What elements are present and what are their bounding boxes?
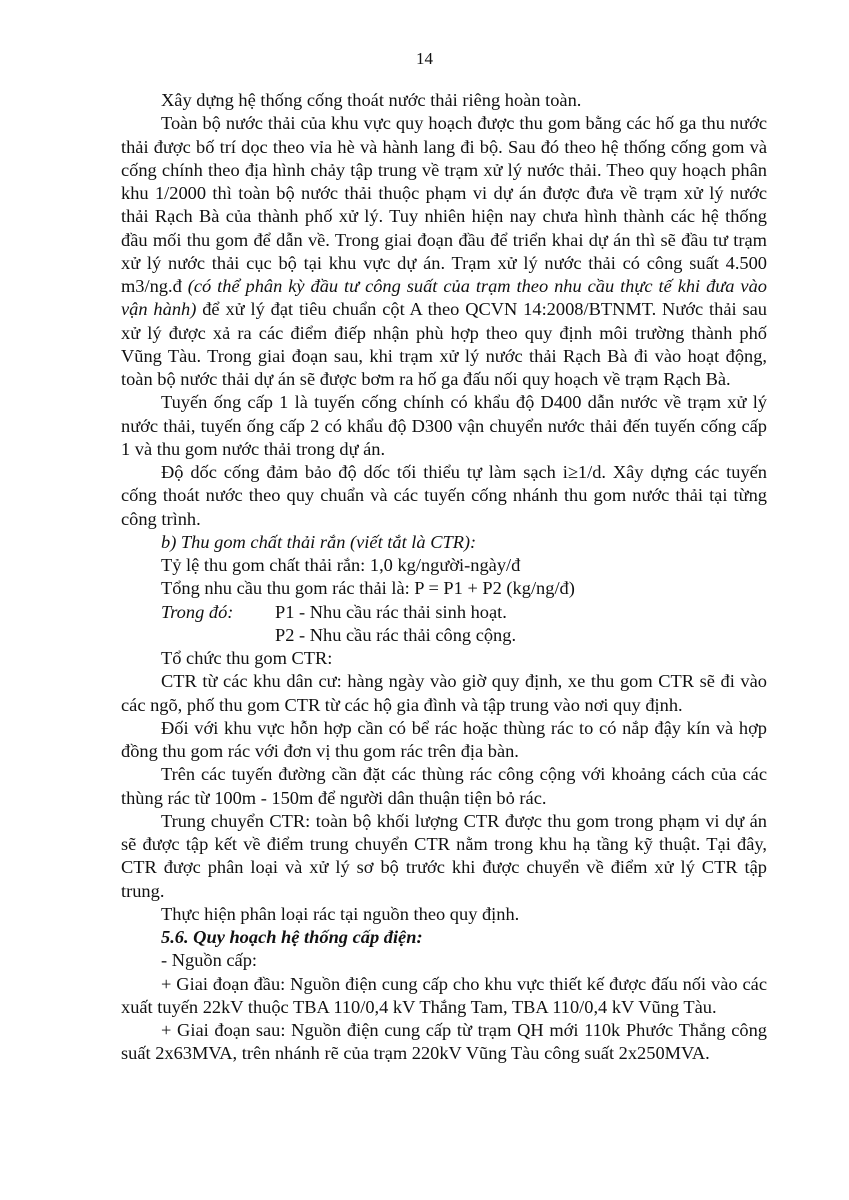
definition-label-empty <box>121 624 275 647</box>
document-body <box>121 89 767 1066</box>
paragraph: Tổng nhu cầu thu gom rác thải là: P = P1 + P2 (kg/ng/đ) <box>161 578 575 599</box>
paragraph-italic-note: (có thể phân kỳ đầu tư công suất của trạm theo nhu cầu thực tế khi đưa vào vận hành) <box>121 276 767 320</box>
definition-row <box>121 601 767 624</box>
paragraph: Tuyến ống cấp 1 là tuyến cống chính có khẩu độ D400 dẫn nước về trạm xử lý nước thải, tuyến ống cấp 2 có khẩu độ D300 vận chuyển nước thải đến tuyến cống cấp 1 và thu gom nước thải trong dự án. <box>121 392 767 459</box>
definition-value: P2 - Nhu cầu rác thải công cộng. <box>275 624 517 645</box>
section-heading: 5.6. Quy hoạch hệ thống cấp điện: <box>161 927 423 947</box>
paragraph: Thực hiện phân loại rác tại nguồn theo quy định. <box>161 903 520 924</box>
paragraph: Tổ chức thu gom CTR: <box>161 648 333 668</box>
paragraph: Xây dựng hệ thống cống thoát nước thải riêng hoàn toàn. <box>161 90 582 110</box>
paragraph-text: để xử lý đạt tiêu chuẩn cột A theo QCVN 14:2008/BTNMT. Nước thải sau xử lý được xả ra các điểm điếp nhận phù hợp theo quy định môi trường thành phố Vũng Tàu. Trong giai đoạn sau, khi trạm xử lý nước thải Rạch Bà đi vào hoạt động, toàn bộ nước thải dự án sẽ được bơm ra hố ga đấu nối quy hoạch về trạm Rạch Bà. <box>121 299 768 389</box>
paragraph-text: Toàn bộ nước thải của khu vực quy hoạch được thu gom bằng các hố ga thu nước thải được bố trí dọc theo vỉa hè và hành lang đi bộ. Sau đó theo hệ thống cống gom và cống chính theo địa hình chảy tập trung về trạm xử lý nước thải. Theo quy hoạch phân khu 1/2000 thì toàn bộ nước thải thuộc phạm vi dự án được đưa về trạm xử lý nước thải Rạch Bà của thành phố xử lý. Tuy nhiên hiện nay chưa hình thành các hệ thống đầu mối thu gom để dẫn về. Trong giai đoạn đầu để triển khai dự án thì sẽ đầu tư trạm xử lý nước thải cục bộ tại khu vực dự án. Trạm xử lý nước thải có công suất 4.500 m3/ng.đ <box>121 113 767 296</box>
paragraph-wastewater-collection <box>121 112 767 391</box>
page-number: 14 <box>416 49 433 68</box>
paragraph: Tỷ lệ thu gom chất thải rắn: 1,0 kg/người-ngày/đ <box>161 555 521 575</box>
paragraph: CTR từ các khu dân cư: hàng ngày vào giờ quy định, xe thu gom CTR sẽ đi vào các ngõ, phố thu gom CTR từ các hộ gia đình và tập trung vào nơi quy định. <box>121 671 767 715</box>
paragraph: - Nguồn cấp: <box>161 950 258 971</box>
definition-value: P1 - Nhu cầu rác thải sinh hoạt. <box>275 601 507 622</box>
paragraph: Độ dốc cống đảm bảo độ dốc tối thiểu tự làm sạch i≥1/d. Xây dựng các tuyến cống thoát nước theo quy chuẩn và các tuyến cống nhánh thu gom nước thải tại từng công trình. <box>121 462 767 529</box>
paragraph: Đối với khu vực hỗn hợp cần có bể rác hoặc thùng rác to có nắp đậy kín và hợp đồng thu gom rác với đơn vị thu gom rác trên địa bàn. <box>121 717 767 761</box>
paragraph: + Giai đoạn đầu: Nguồn điện cung cấp cho khu vực thiết kế được đấu nối vào các xuất tuyến 22kV thuộc TBA 110/0,4 kV Thắng Tam, TBA 110/0,4 kV Vũng Tàu. <box>121 973 767 1017</box>
paragraph: Trên các tuyến đường cần đặt các thùng rác công cộng với khoảng cách của các thùng rác từ 100m - 150m để người dân thuận tiện bỏ rác. <box>121 764 767 808</box>
paragraph: Trung chuyển CTR: toàn bộ khối lượng CTR được thu gom trong phạm vi dự án sẽ được tập kết về điểm trung chuyển CTR nằm trong khu hạ tầng kỹ thuật. Tại đây, CTR được phân loại và xử lý sơ bộ trước khi được chuyển về điểm xử lý CTR tập trung. <box>121 810 767 901</box>
definition-label: Trong đó: <box>161 601 234 622</box>
definition-row <box>121 624 767 647</box>
paragraph: + Giai đoạn sau: Nguồn điện cung cấp từ trạm QH mới 110k Phước Thắng công suất 2x63MVA, trên nhánh rẽ của trạm 220kV Vũng Tàu công suất 2x250MVA. <box>121 1020 767 1064</box>
subsection-heading: b) Thu gom chất thải rắn (viết tắt là CTR): <box>161 531 477 552</box>
